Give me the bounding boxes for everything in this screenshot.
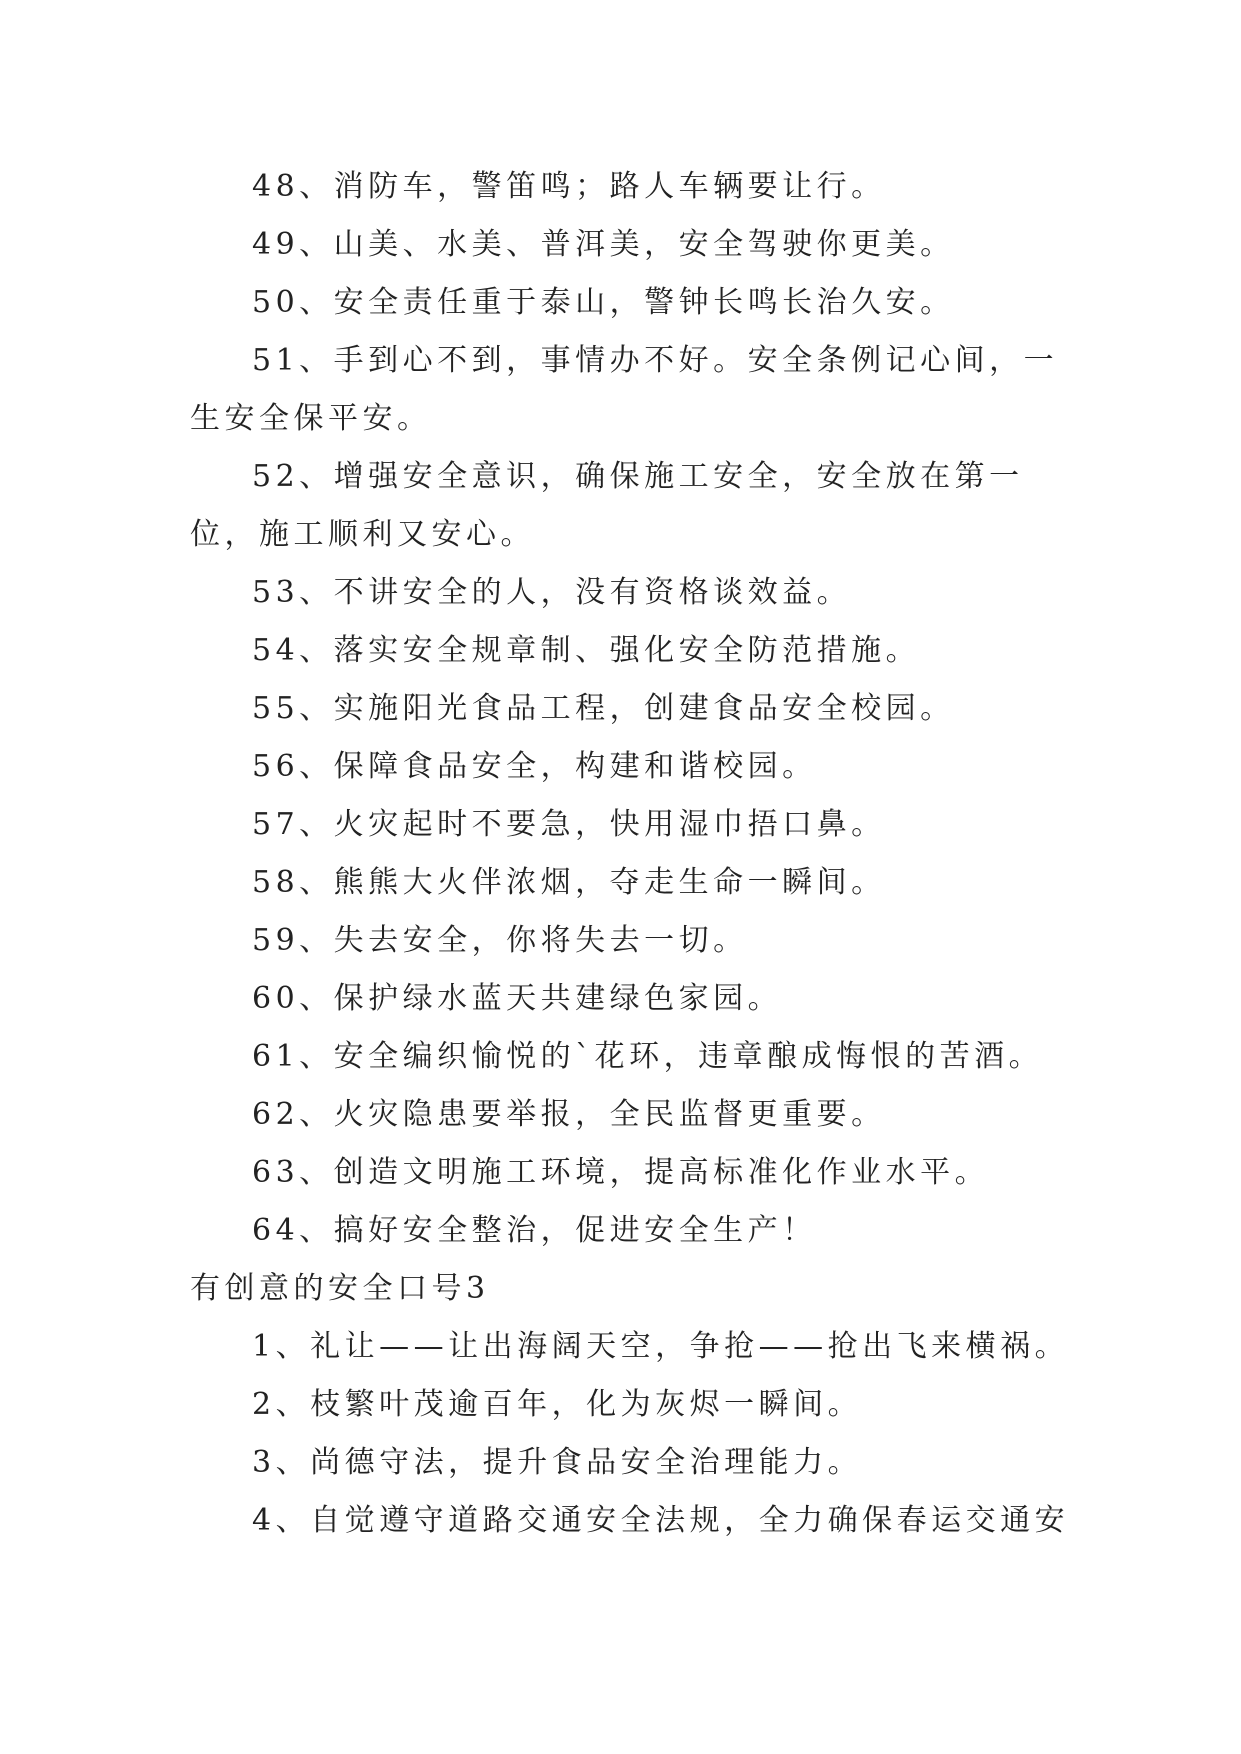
slogan-item: 53、不讲安全的人，没有资格谈效益。 [252,575,852,610]
slogan-item: 48、消防车，警笛鸣；路人车辆要让行。 [252,169,886,204]
slogan-item: 51、手到心不到，事情办不好。安全条例记心间，一生安全保平安。 [190,343,1059,436]
slogan-item: 64、搞好安全整治，促进安全生产！ [252,1213,817,1248]
slogan-item: 60、保护绿水蓝天共建绿色家园。 [252,981,783,1016]
slogan-item: 50、安全责任重于泰山，警钟长鸣长治久安。 [252,285,955,320]
slogan-item: 1、礼让——让出海阔天空，争抢——抢出飞来横祸。 [252,1329,1070,1364]
slogan-item: 2、枝繁叶茂逾百年，化为灰烬一瞬间。 [252,1387,863,1422]
slogan-item: 55、实施阳光食品工程，创建食品安全校园。 [252,691,955,726]
slogan-item: 57、火灾起时不要急，快用湿巾捂口鼻。 [252,807,886,842]
slogan-item: 61、安全编织愉悦的`花环，违章酿成悔恨的苦酒。 [252,1039,1044,1074]
slogan-item: 3、尚德守法，提升食品安全治理能力。 [252,1445,863,1480]
slogan-item: 49、山美、水美、普洱美，安全驾驶你更美。 [252,227,955,262]
slogan-item: 59、失去安全，你将失去一切。 [252,923,748,958]
slogan-item: 58、熊熊大火伴浓烟，夺走生命一瞬间。 [252,865,886,900]
slogan-item: 63、创造文明施工环境，提高标准化作业水平。 [252,1155,990,1190]
slogan-item: 52、增强安全意识，确保施工安全，安全放在第一位，施工顺利又安心。 [190,459,1024,552]
slogan-item: 4、自觉遵守道路交通安全法规，全力确保春运交通安 [252,1503,1070,1538]
slogan-item: 54、落实安全规章制、强化安全防范措施。 [252,633,921,668]
document-body [190,158,1070,1550]
section-heading: 有创意的安全口号3 [190,1271,490,1306]
slogan-item: 56、保障食品安全，构建和谐校园。 [252,749,817,784]
slogan-item: 62、火灾隐患要举报，全民监督更重要。 [252,1097,886,1132]
